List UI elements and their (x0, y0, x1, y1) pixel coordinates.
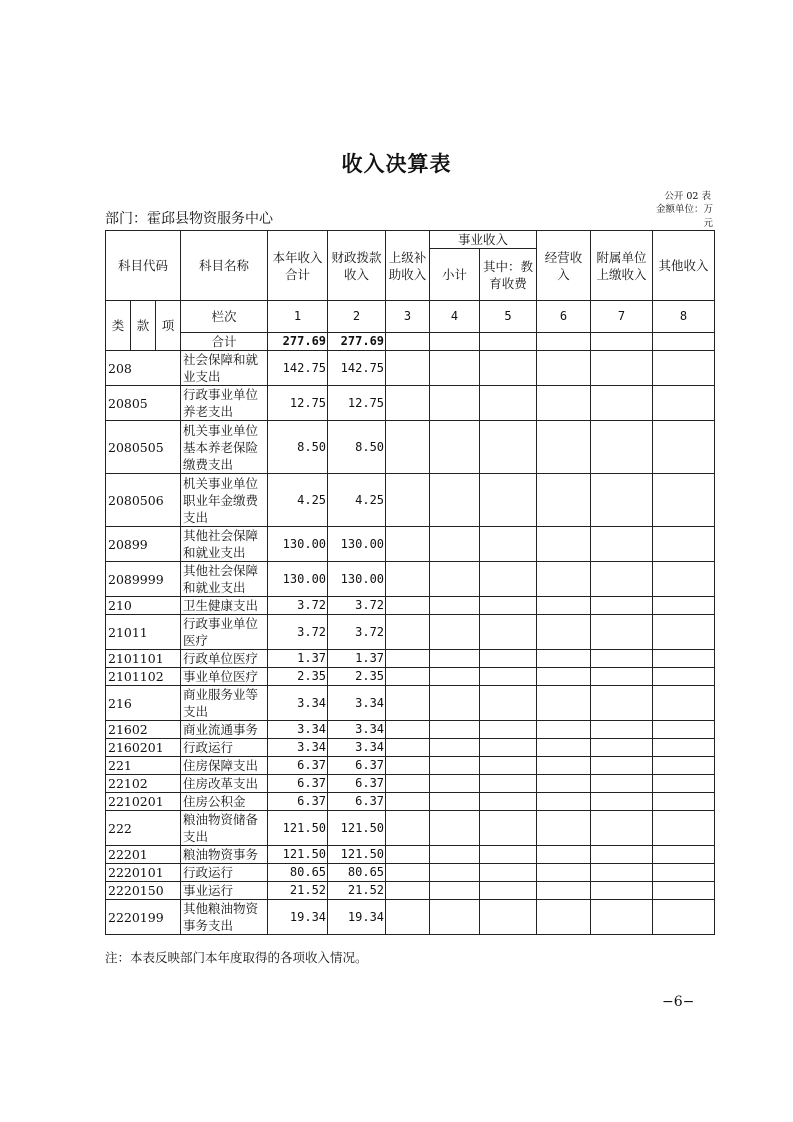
row-code: 2160201 (106, 739, 181, 757)
empty-cell (591, 793, 653, 811)
row-code: 2101102 (106, 668, 181, 686)
empty-cell (386, 668, 430, 686)
table-row (106, 597, 715, 615)
empty-cell (537, 597, 591, 615)
empty-cell (537, 846, 591, 864)
table-row (106, 668, 715, 686)
header-fiscal: 财政拨款收入 (328, 231, 386, 301)
row-total-income: 6.37 (268, 757, 328, 775)
empty-cell (386, 686, 430, 721)
empty-cell (653, 597, 715, 615)
header-total-income: 本年收入合计 (268, 231, 328, 301)
empty-cell (537, 527, 591, 562)
header-operating: 经营收入 (537, 231, 591, 301)
empty-cell (537, 721, 591, 739)
row-total-income: 3.72 (268, 615, 328, 650)
empty-cell (653, 386, 715, 421)
row-code: 2101101 (106, 650, 181, 668)
empty-cell (537, 686, 591, 721)
row-name: 粮油物资储备支出 (181, 811, 268, 846)
empty-cell (653, 615, 715, 650)
empty-cell (480, 793, 537, 811)
empty-cell (653, 527, 715, 562)
table-row (106, 757, 715, 775)
empty-cell (386, 793, 430, 811)
empty-cell (591, 900, 653, 935)
header-business-group: 事业收入 (430, 231, 537, 249)
table-row (106, 775, 715, 793)
empty-cell (386, 351, 430, 386)
empty-cell (591, 386, 653, 421)
empty-cell (537, 474, 591, 527)
row-total-income: 3.34 (268, 721, 328, 739)
row-fiscal: 121.50 (328, 846, 386, 864)
row-total-income: 1.37 (268, 650, 328, 668)
empty-cell (537, 811, 591, 846)
empty-cell (537, 562, 591, 597)
row-code: 2220199 (106, 900, 181, 935)
empty-cell (653, 474, 715, 527)
header-code: 科目代码 (106, 231, 181, 301)
row-name: 行政事业单位医疗 (181, 615, 268, 650)
empty-cell (653, 721, 715, 739)
col-number: 8 (653, 301, 715, 333)
row-name: 粮油物资事务 (181, 846, 268, 864)
empty-cell (386, 811, 430, 846)
table-row (106, 615, 715, 650)
header-affiliated: 附属单位上缴收入 (591, 231, 653, 301)
row-name: 商业流通事务 (181, 721, 268, 739)
empty-cell (386, 864, 430, 882)
empty-cell (591, 650, 653, 668)
empty-cell (430, 386, 480, 421)
empty-cell (386, 597, 430, 615)
empty-cell (591, 421, 653, 474)
empty-cell (430, 757, 480, 775)
row-code: 2080505 (106, 421, 181, 474)
row-total-income: 4.25 (268, 474, 328, 527)
row-name: 其他粮油物资事务支出 (181, 900, 268, 935)
header-section: 款 (131, 301, 156, 351)
header-education-fee: 其中：教育收费 (480, 249, 537, 301)
empty-cell (653, 650, 715, 668)
empty-cell (480, 900, 537, 935)
empty-cell (480, 527, 537, 562)
empty-cell (480, 811, 537, 846)
row-name: 住房改革支出 (181, 775, 268, 793)
table-row (106, 474, 715, 527)
total-label: 合计 (181, 333, 268, 351)
row-code: 20805 (106, 386, 181, 421)
row-total-income: 121.50 (268, 811, 328, 846)
empty-cell (430, 351, 480, 386)
empty-cell (386, 757, 430, 775)
empty-cell (430, 900, 480, 935)
empty-cell (480, 386, 537, 421)
empty-cell (537, 739, 591, 757)
row-fiscal: 3.34 (328, 686, 386, 721)
empty-cell (537, 421, 591, 474)
col-number: 5 (480, 301, 537, 333)
empty-cell (591, 474, 653, 527)
row-code: 2210201 (106, 793, 181, 811)
row-name: 卫生健康支出 (181, 597, 268, 615)
empty-cell (480, 864, 537, 882)
empty-cell (430, 882, 480, 900)
empty-cell (430, 615, 480, 650)
empty-cell (653, 757, 715, 775)
empty-cell (386, 386, 430, 421)
empty-cell (386, 882, 430, 900)
header-other: 其他收入 (653, 231, 715, 301)
empty-cell (430, 811, 480, 846)
row-code: 22102 (106, 775, 181, 793)
empty-cell (591, 333, 653, 351)
empty-cell (480, 351, 537, 386)
row-total-income: 19.34 (268, 900, 328, 935)
empty-cell (591, 882, 653, 900)
empty-cell (537, 793, 591, 811)
empty-cell (480, 597, 537, 615)
empty-cell (386, 527, 430, 562)
row-code: 21602 (106, 721, 181, 739)
empty-cell (653, 333, 715, 351)
empty-cell (386, 846, 430, 864)
row-name: 行政运行 (181, 864, 268, 882)
row-name: 事业单位医疗 (181, 668, 268, 686)
empty-cell (430, 686, 480, 721)
row-fiscal: 19.34 (328, 900, 386, 935)
empty-cell (480, 474, 537, 527)
row-code: 21011 (106, 615, 181, 650)
empty-cell (591, 351, 653, 386)
col-number: 6 (537, 301, 591, 333)
empty-cell (430, 668, 480, 686)
empty-cell (537, 757, 591, 775)
empty-cell (386, 900, 430, 935)
amount-unit-label: 金额单位：万 (655, 204, 713, 215)
table-row (106, 721, 715, 739)
row-fiscal: 12.75 (328, 386, 386, 421)
empty-cell (386, 615, 430, 650)
empty-cell (591, 864, 653, 882)
table-row (106, 739, 715, 757)
row-total-income: 130.00 (268, 527, 328, 562)
empty-cell (591, 721, 653, 739)
row-name: 行政事业单位养老支出 (181, 386, 268, 421)
row-fiscal: 8.50 (328, 421, 386, 474)
row-fiscal: 3.72 (328, 615, 386, 650)
header-subtotal: 小计 (430, 249, 480, 301)
row-total-income: 6.37 (268, 793, 328, 811)
row-fiscal: 130.00 (328, 562, 386, 597)
row-name: 行政运行 (181, 739, 268, 757)
table-row (106, 864, 715, 882)
row-code: 20899 (106, 527, 181, 562)
row-fiscal: 3.34 (328, 739, 386, 757)
row-total-income: 80.65 (268, 864, 328, 882)
empty-cell (653, 775, 715, 793)
empty-cell (537, 668, 591, 686)
column-number-row (106, 301, 715, 333)
row-fiscal: 4.25 (328, 474, 386, 527)
page-number: −6− (662, 994, 695, 1010)
empty-cell (591, 597, 653, 615)
empty-cell (386, 739, 430, 757)
empty-cell (480, 846, 537, 864)
row-fiscal: 21.52 (328, 882, 386, 900)
department-label: 部门：霍邱县物资服务中心 (105, 211, 273, 227)
empty-cell (430, 474, 480, 527)
row-total-income: 3.34 (268, 686, 328, 721)
row-total-income: 8.50 (268, 421, 328, 474)
empty-cell (653, 846, 715, 864)
row-fiscal: 3.34 (328, 721, 386, 739)
empty-cell (386, 562, 430, 597)
table-row (106, 562, 715, 597)
row-name: 社会保障和就业支出 (181, 351, 268, 386)
empty-cell (386, 775, 430, 793)
empty-cell (591, 527, 653, 562)
empty-cell (653, 351, 715, 386)
empty-cell (591, 775, 653, 793)
total-fiscal-value: 277.69 (328, 333, 386, 351)
row-fiscal: 121.50 (328, 811, 386, 846)
table-row (106, 421, 715, 474)
empty-cell (537, 864, 591, 882)
empty-cell (480, 686, 537, 721)
table-row (106, 793, 715, 811)
table-row (106, 686, 715, 721)
row-name: 行政单位医疗 (181, 650, 268, 668)
row-code: 2220101 (106, 864, 181, 882)
empty-cell (480, 775, 537, 793)
empty-cell (653, 900, 715, 935)
row-name: 住房保障支出 (181, 757, 268, 775)
table-row (106, 351, 715, 386)
row-code: 221 (106, 757, 181, 775)
header-class: 类 (106, 301, 131, 351)
empty-cell (386, 474, 430, 527)
empty-cell (430, 793, 480, 811)
empty-cell (480, 882, 537, 900)
col-number: 4 (430, 301, 480, 333)
empty-cell (430, 721, 480, 739)
empty-cell (537, 900, 591, 935)
table-row (106, 650, 715, 668)
empty-cell (480, 721, 537, 739)
row-total-income: 21.52 (268, 882, 328, 900)
row-code: 208 (106, 351, 181, 386)
empty-cell (386, 421, 430, 474)
empty-cell (480, 421, 537, 474)
empty-cell (430, 775, 480, 793)
row-total-income: 142.75 (268, 351, 328, 386)
table-row (106, 900, 715, 935)
empty-cell (653, 739, 715, 757)
empty-cell (591, 686, 653, 721)
row-name: 机关事业单位职业年金缴费支出 (181, 474, 268, 527)
column-label: 栏次 (181, 301, 268, 333)
table-row (106, 386, 715, 421)
empty-cell (386, 721, 430, 739)
empty-cell (430, 333, 480, 351)
row-name: 其他社会保障和就业支出 (181, 527, 268, 562)
empty-cell (653, 668, 715, 686)
row-name: 其他社会保障和就业支出 (181, 562, 268, 597)
empty-cell (653, 882, 715, 900)
row-total-income: 121.50 (268, 846, 328, 864)
amount-unit-suffix: 元 (703, 218, 713, 229)
empty-cell (591, 562, 653, 597)
empty-cell (480, 615, 537, 650)
empty-cell (537, 386, 591, 421)
empty-cell (591, 846, 653, 864)
empty-cell (430, 650, 480, 668)
empty-cell (480, 668, 537, 686)
total-income-value: 277.69 (268, 333, 328, 351)
empty-cell (386, 333, 430, 351)
empty-cell (653, 793, 715, 811)
row-name: 事业运行 (181, 882, 268, 900)
row-code: 222 (106, 811, 181, 846)
empty-cell (537, 333, 591, 351)
row-code: 2089999 (106, 562, 181, 597)
table-note: 注：本表反映部门本年度取得的各项收入情况。 (105, 950, 368, 965)
col-number: 3 (386, 301, 430, 333)
col-number: 2 (328, 301, 386, 333)
income-table (105, 230, 715, 935)
col-number: 1 (268, 301, 328, 333)
empty-cell (430, 739, 480, 757)
table-row (106, 527, 715, 562)
empty-cell (480, 739, 537, 757)
row-code: 2220150 (106, 882, 181, 900)
empty-cell (537, 650, 591, 668)
empty-cell (653, 686, 715, 721)
col-number: 7 (591, 301, 653, 333)
empty-cell (591, 615, 653, 650)
row-fiscal: 142.75 (328, 351, 386, 386)
empty-cell (386, 650, 430, 668)
table-row (106, 846, 715, 864)
total-row (106, 333, 715, 351)
row-total-income: 6.37 (268, 775, 328, 793)
row-fiscal: 80.65 (328, 864, 386, 882)
empty-cell (430, 527, 480, 562)
empty-cell (591, 668, 653, 686)
row-code: 210 (106, 597, 181, 615)
row-code: 22201 (106, 846, 181, 864)
row-code: 216 (106, 686, 181, 721)
empty-cell (430, 864, 480, 882)
empty-cell (430, 597, 480, 615)
empty-cell (653, 811, 715, 846)
empty-cell (480, 333, 537, 351)
row-fiscal: 6.37 (328, 757, 386, 775)
empty-cell (430, 421, 480, 474)
empty-cell (653, 421, 715, 474)
row-name: 商业服务业等支出 (181, 686, 268, 721)
amount-unit (643, 203, 713, 231)
row-total-income: 12.75 (268, 386, 328, 421)
empty-cell (430, 562, 480, 597)
empty-cell (653, 864, 715, 882)
row-total-income: 130.00 (268, 562, 328, 597)
header-superior-subsidy: 上级补助收入 (386, 231, 430, 301)
row-total-income: 2.35 (268, 668, 328, 686)
empty-cell (480, 562, 537, 597)
empty-cell (537, 882, 591, 900)
row-total-income: 3.34 (268, 739, 328, 757)
header-name: 科目名称 (181, 231, 268, 301)
row-fiscal: 1.37 (328, 650, 386, 668)
empty-cell (480, 757, 537, 775)
header-row-1 (106, 231, 715, 249)
header-item: 项 (156, 301, 181, 351)
empty-cell (591, 811, 653, 846)
empty-cell (480, 650, 537, 668)
empty-cell (591, 757, 653, 775)
row-fiscal: 2.35 (328, 668, 386, 686)
row-fiscal: 3.72 (328, 597, 386, 615)
empty-cell (653, 562, 715, 597)
empty-cell (591, 739, 653, 757)
row-fiscal: 6.37 (328, 775, 386, 793)
row-code: 2080506 (106, 474, 181, 527)
empty-cell (537, 615, 591, 650)
row-total-income: 3.72 (268, 597, 328, 615)
empty-cell (537, 775, 591, 793)
page-title: 收入决算表 (341, 151, 452, 176)
empty-cell (430, 846, 480, 864)
empty-cell (537, 351, 591, 386)
row-fiscal: 6.37 (328, 793, 386, 811)
table-row (106, 811, 715, 846)
row-name: 机关事业单位基本养老保险缴费支出 (181, 421, 268, 474)
form-number: 公开 02 表 (664, 191, 711, 202)
row-name: 住房公积金 (181, 793, 268, 811)
row-fiscal: 130.00 (328, 527, 386, 562)
table-row (106, 882, 715, 900)
